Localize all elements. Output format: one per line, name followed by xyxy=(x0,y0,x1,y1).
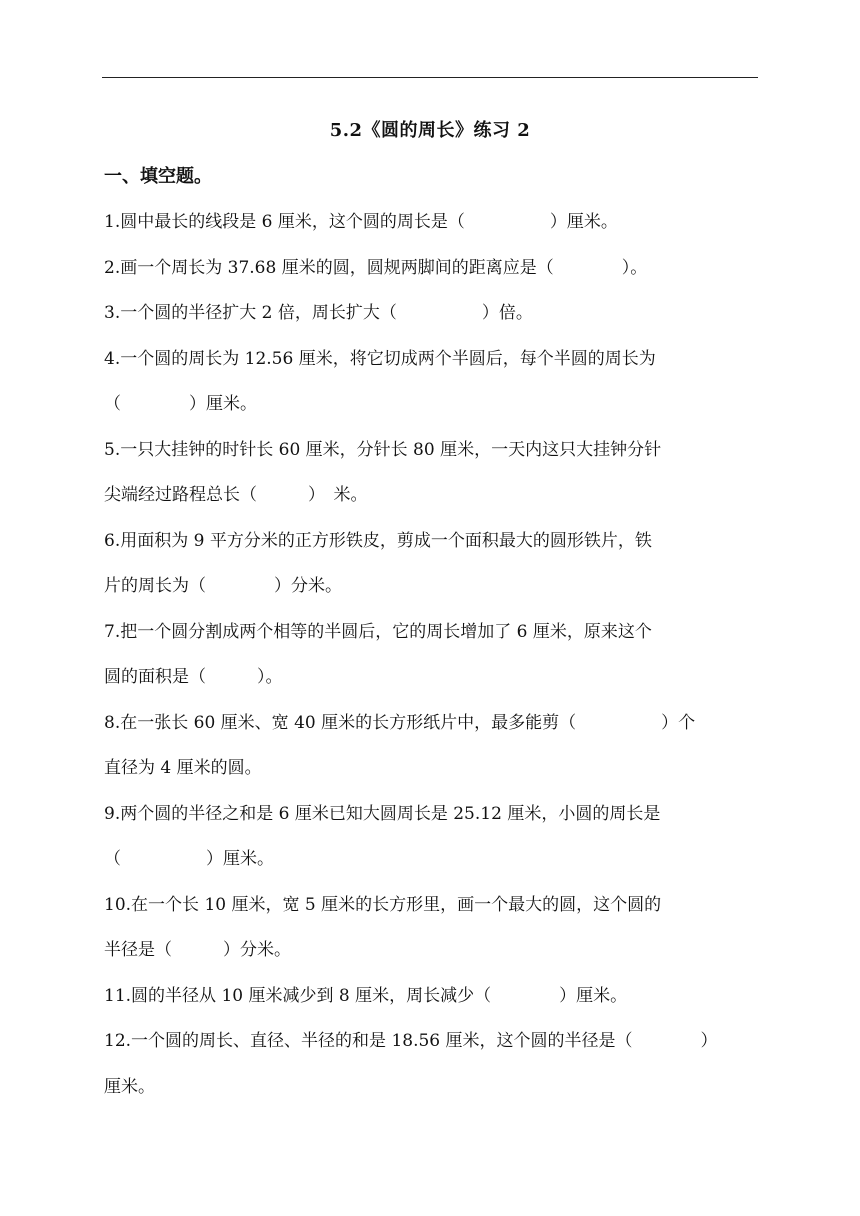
page-title: 5.2《圆的周长》练习 2 xyxy=(329,120,531,141)
question-6 xyxy=(104,519,760,610)
question-3 xyxy=(104,291,760,337)
question-text-line: 尖端经过路程总长（ ） 米。 xyxy=(104,485,368,505)
question-4 xyxy=(104,337,760,428)
question-8 xyxy=(104,701,760,792)
question-5 xyxy=(104,428,760,519)
header-rule xyxy=(102,77,758,78)
question-text-line: 10.在一个长 10 厘米，宽 5 厘米的长方形里，画一个最大的圆，这个圆的 xyxy=(104,894,662,915)
question-text-line: 5.一只大挂钟的时针长 60 厘米，分针长 80 厘米，一天内这只大挂钟分针 xyxy=(104,439,662,460)
question-9 xyxy=(104,792,760,883)
question-text-line: 片的周长为（ ）分米。 xyxy=(104,576,342,596)
question-text-line: 12.一个圆的周长、直径、半径的和是 18.56 厘米，这个圆的半径是（ ） xyxy=(104,1031,718,1051)
question-11 xyxy=(104,974,760,1020)
question-text-line: 1.圆中最长的线段是 6 厘米，这个圆的周长是（ ）厘米。 xyxy=(104,212,618,232)
question-text-line: 直径为 4 厘米的圆。 xyxy=(104,758,262,778)
question-12 xyxy=(104,1019,760,1110)
question-text-line: 9.两个圆的半径之和是 6 厘米已知大圆周长是 25.12 厘米，小圆的周长是 xyxy=(104,803,661,824)
question-text-line: 厘米。 xyxy=(104,1076,155,1097)
question-text-line: 半径是（ ）分米。 xyxy=(104,940,291,960)
question-text-line: 7.把一个圆分割成两个相等的半圆后，它的周长增加了 6 厘米，原来这个 xyxy=(104,621,652,642)
question-text-line: 6.用面积为 9 平方分米的正方形铁皮，剪成一个面积最大的圆形铁片，铁 xyxy=(104,530,652,551)
section-heading: 一、填空题。 xyxy=(104,166,212,187)
question-text-line: 4.一个圆的周长为 12.56 厘米，将它切成两个半圆后，每个半圆的周长为 xyxy=(104,348,656,369)
question-text-line: 3.一个圆的半径扩大 2 倍，周长扩大（ ）倍。 xyxy=(104,303,533,323)
question-text-line: 圆的面积是（ ）。 xyxy=(104,667,283,687)
question-10 xyxy=(104,883,760,974)
question-text-line: 11.圆的半径从 10 厘米减少到 8 厘米，周长减少（ ）厘米。 xyxy=(104,985,628,1006)
question-text-line: 8.在一张长 60 厘米、宽 40 厘米的长方形纸片中，最多能剪（ ）个 xyxy=(104,712,696,733)
question-text-line: （ ）厘米。 xyxy=(104,394,257,414)
question-list xyxy=(104,200,760,1110)
question-1 xyxy=(104,200,760,246)
question-text-line: 2.画一个周长为 37.68 厘米的圆，圆规两脚间的距离应是（ ）。 xyxy=(104,257,648,278)
question-2 xyxy=(104,246,760,292)
question-text-line: （ ）厘米。 xyxy=(104,849,274,869)
question-7 xyxy=(104,610,760,701)
